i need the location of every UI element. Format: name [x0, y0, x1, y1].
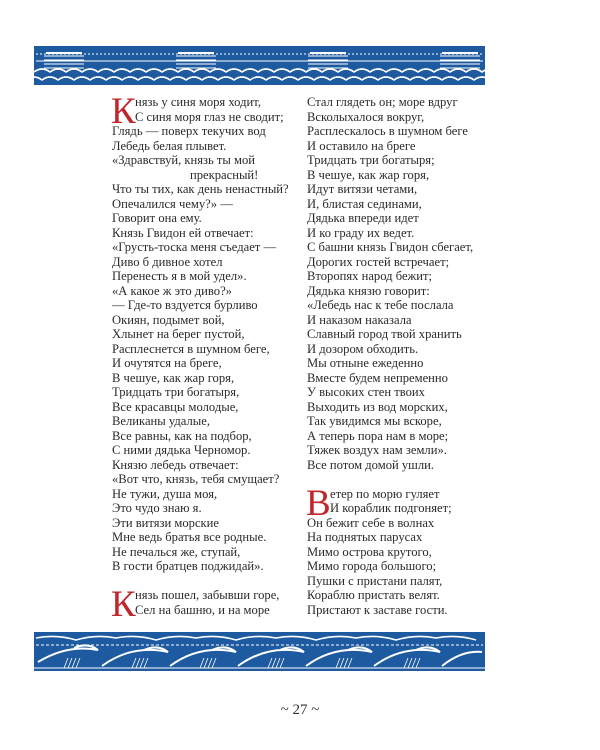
poem-line-text: Стал глядеть он; море вдруг — [307, 95, 458, 109]
poem-line — [307, 95, 497, 110]
poem-line-text: И оставило на бреге — [307, 138, 416, 153]
poem-line-text: А теперь пора нам в море; — [307, 428, 449, 443]
poem-line-text: И наказом наказала — [307, 312, 412, 327]
poem-line-text: Глядь — поверх текучих вод — [112, 124, 266, 138]
poem-line — [307, 574, 497, 589]
poem-line — [307, 371, 497, 386]
poem-line — [112, 501, 302, 516]
poem-line-text: Опечалился чему?» — — [112, 196, 233, 211]
top-ornament-border — [34, 46, 485, 85]
poem-line — [307, 182, 497, 197]
poem-line — [112, 472, 302, 487]
poem-line-text: Сел на башню, и на море — [135, 602, 270, 617]
poem-line — [112, 400, 302, 415]
poem-line — [112, 429, 302, 444]
poem-line-text: «А какое ж это диво?» — [112, 283, 232, 298]
poem-line-text: Пушки с пристани палят, — [307, 573, 443, 588]
poem-line-text: Не тужи, душа моя, — [112, 486, 218, 501]
poem-line — [112, 414, 302, 429]
poem-line — [112, 559, 302, 574]
poem-line-text: Великаны удалые, — [112, 414, 210, 428]
poem-line — [307, 516, 497, 531]
poem-line — [112, 487, 302, 502]
poem-line — [112, 240, 302, 255]
poem-line — [307, 342, 497, 357]
poem-line — [307, 545, 497, 560]
poem-line — [307, 284, 497, 299]
poem-line-text: «Здравствуй, князь ты мой — [112, 153, 256, 167]
poem-line-text: Диво б дивное хотел — [112, 254, 223, 269]
poem-line — [112, 110, 302, 125]
poem-line — [307, 530, 497, 545]
poem-line-text: Расплескалось в шумном беге — [307, 124, 468, 138]
poem-line-text: «Вот что, князь, тебя смущает? — [112, 472, 280, 486]
poem-line — [112, 313, 302, 328]
poem-line-text: С ними дядька Черномор. — [112, 443, 251, 457]
poem-line — [307, 298, 497, 313]
poem-line — [112, 458, 302, 473]
poem-line — [112, 516, 302, 531]
poem-line-text: И, блистая сединами, — [307, 196, 422, 211]
poem-line — [307, 443, 497, 458]
stanza — [111, 91, 302, 574]
poem-line-text: Пристают к заставе гости. — [307, 602, 448, 617]
bottom-wave-ornament-border — [34, 632, 485, 671]
poem-line-text: Это чудо знаю я. — [112, 501, 202, 515]
poem-line-text: Расплеснется в шумном беге, — [112, 341, 270, 356]
poem-left-column — [111, 91, 302, 632]
poem-line-text: И ко граду их ведет. — [307, 225, 415, 240]
poem-line-text: Вместе будем непременно — [307, 370, 448, 385]
poem-line-text: Мимо города большого; — [307, 559, 437, 573]
poem-line — [112, 603, 302, 618]
poem-line — [112, 443, 302, 458]
drop-cap: В — [306, 482, 331, 524]
poem-line — [112, 153, 302, 168]
poem-line — [307, 385, 497, 400]
poem-line — [112, 124, 302, 139]
poem-line-text: етер по морю гуляет — [330, 486, 440, 501]
drop-cap: К — [111, 91, 136, 132]
poem-line-text: Дорогих гостей встречает; — [307, 254, 450, 269]
poem-line — [307, 588, 497, 603]
poem-line-text: Мне ведь братья все родные. — [112, 530, 267, 544]
poem-line — [112, 545, 302, 560]
poem-line-text: — Где-то вздуется бурливо — [112, 298, 258, 312]
poem-line-text: Говорит она ему. — [112, 211, 202, 225]
poem-line-text: Князь Гвидон ей отвечает: — [112, 225, 254, 240]
poem-line — [112, 356, 302, 371]
poem-line — [307, 603, 497, 618]
poem-line — [112, 530, 302, 545]
poem-line — [112, 284, 302, 299]
poem-line — [307, 501, 497, 516]
poem-line-text: прекрасный! — [190, 167, 259, 182]
poem-line-text: Все красавцы молодые, — [112, 399, 239, 414]
poem-line — [112, 168, 302, 183]
poem-line-text: Он бежит себе в волнах — [307, 515, 435, 530]
poem-line-text: Дядька князю говорит: — [307, 283, 430, 298]
poem-line-text: нязь у синя моря ходит, — [135, 95, 261, 109]
poem-line — [307, 240, 497, 255]
poem-line — [112, 255, 302, 270]
poem-line-text: На поднятых парусах — [307, 530, 423, 544]
poem-line — [307, 226, 497, 241]
poem-line-text: Не печалься же, ступай, — [112, 544, 241, 559]
poem-line — [307, 168, 497, 183]
drop-cap: К — [111, 584, 136, 625]
poem-line — [112, 269, 302, 284]
poem-line — [112, 385, 302, 400]
stanza — [111, 584, 302, 625]
poem-line-text: Тридцать три богатыря, — [112, 385, 240, 399]
poem-line-text: Так увидимся мы вскоре, — [307, 414, 442, 428]
poem-line — [307, 197, 497, 212]
poem-line-text: С башни князь Гвидон сбегает, — [307, 240, 474, 254]
poem-line — [307, 269, 497, 284]
poem-line-text: И очутятся на бреге, — [112, 356, 222, 370]
poem-line — [112, 182, 302, 197]
poem-line-text: Выходить из вод морских, — [307, 399, 448, 414]
poem-line-text: Все потом домой ушли. — [307, 457, 435, 472]
poem-line-text: С синя моря глаз не сводит; — [135, 109, 284, 124]
stanza — [307, 95, 497, 472]
poem-line — [307, 458, 497, 473]
poem-line-text: Идут витязи четами, — [307, 182, 418, 196]
poem-line-text: Всколыхалося вокруг, — [307, 109, 425, 124]
poem-line — [307, 356, 497, 371]
poem-line — [112, 342, 302, 357]
poem-line — [112, 298, 302, 313]
poem-line — [307, 110, 497, 125]
poem-line — [112, 211, 302, 226]
poem-line — [307, 255, 497, 270]
page-number: ~ 27 ~ — [280, 702, 320, 718]
poem-line — [112, 371, 302, 386]
poem-line — [112, 139, 302, 154]
poem-line-text: «Грусть-тоска меня съедает — — [112, 240, 277, 254]
poem-line-text: Хлынет на берег пустой, — [112, 327, 245, 341]
poem-line-text: Мимо острова крутого, — [307, 544, 432, 559]
poem-line — [307, 124, 497, 139]
poem-line-text: В чешуе, как жар горя, — [112, 370, 235, 385]
poem-line-text: И кораблик подгоняет; — [330, 501, 452, 515]
poem-line-text: Перенесть я в мой удел». — [112, 269, 247, 283]
poem-line — [307, 153, 497, 168]
poem-line — [307, 559, 497, 574]
poem-line — [307, 313, 497, 328]
poem-line-text: Мы отныне ежеденно — [307, 356, 424, 370]
poem-line-text: Все равны, как на подбор, — [112, 428, 252, 443]
poem-line-text: нязь пошел, забывши горе, — [135, 588, 280, 602]
poem-line-text: Славный город твой хранить — [307, 327, 462, 341]
poem-line — [307, 211, 497, 226]
poem-line — [112, 226, 302, 241]
poem-line-text: Лебедь белая плывет. — [112, 138, 227, 153]
poem-line-text: В гости братцев поджидай». — [112, 559, 264, 573]
poem-line-text: Тридцать три богатыря; — [307, 153, 435, 167]
poem-line-text: Второпях народ бежит; — [307, 269, 432, 283]
poem-line — [112, 197, 302, 212]
poem-line-text: Кораблю пристать велят. — [307, 588, 440, 602]
poem-line-text: Что ты тих, как день ненастный? — [112, 182, 289, 196]
poem-line-text: Эти витязи морские — [112, 515, 219, 530]
poem-line-text: Окиян, подымет вой, — [112, 312, 225, 327]
poem-line — [307, 414, 497, 429]
poem-line — [307, 429, 497, 444]
poem-line-text: Князю лебедь отвечает: — [112, 457, 239, 472]
poem-line-text: У высоких стен твоих — [307, 385, 425, 399]
poem-line-text: Дядька впереди идет — [307, 211, 419, 225]
poem-right-column — [307, 95, 497, 632]
poem-line — [307, 327, 497, 342]
poem-line-text: И дозором обходить. — [307, 341, 419, 356]
poem-line — [112, 327, 302, 342]
poem-line — [307, 139, 497, 154]
stanza — [306, 482, 497, 618]
poem-line — [307, 400, 497, 415]
poem-line-text: «Лебедь нас к тебе послала — [307, 298, 454, 312]
poem-line-text: Тяжек воздух нам земли». — [307, 443, 447, 457]
poem-line-text: В чешуе, как жар горя, — [307, 167, 430, 182]
